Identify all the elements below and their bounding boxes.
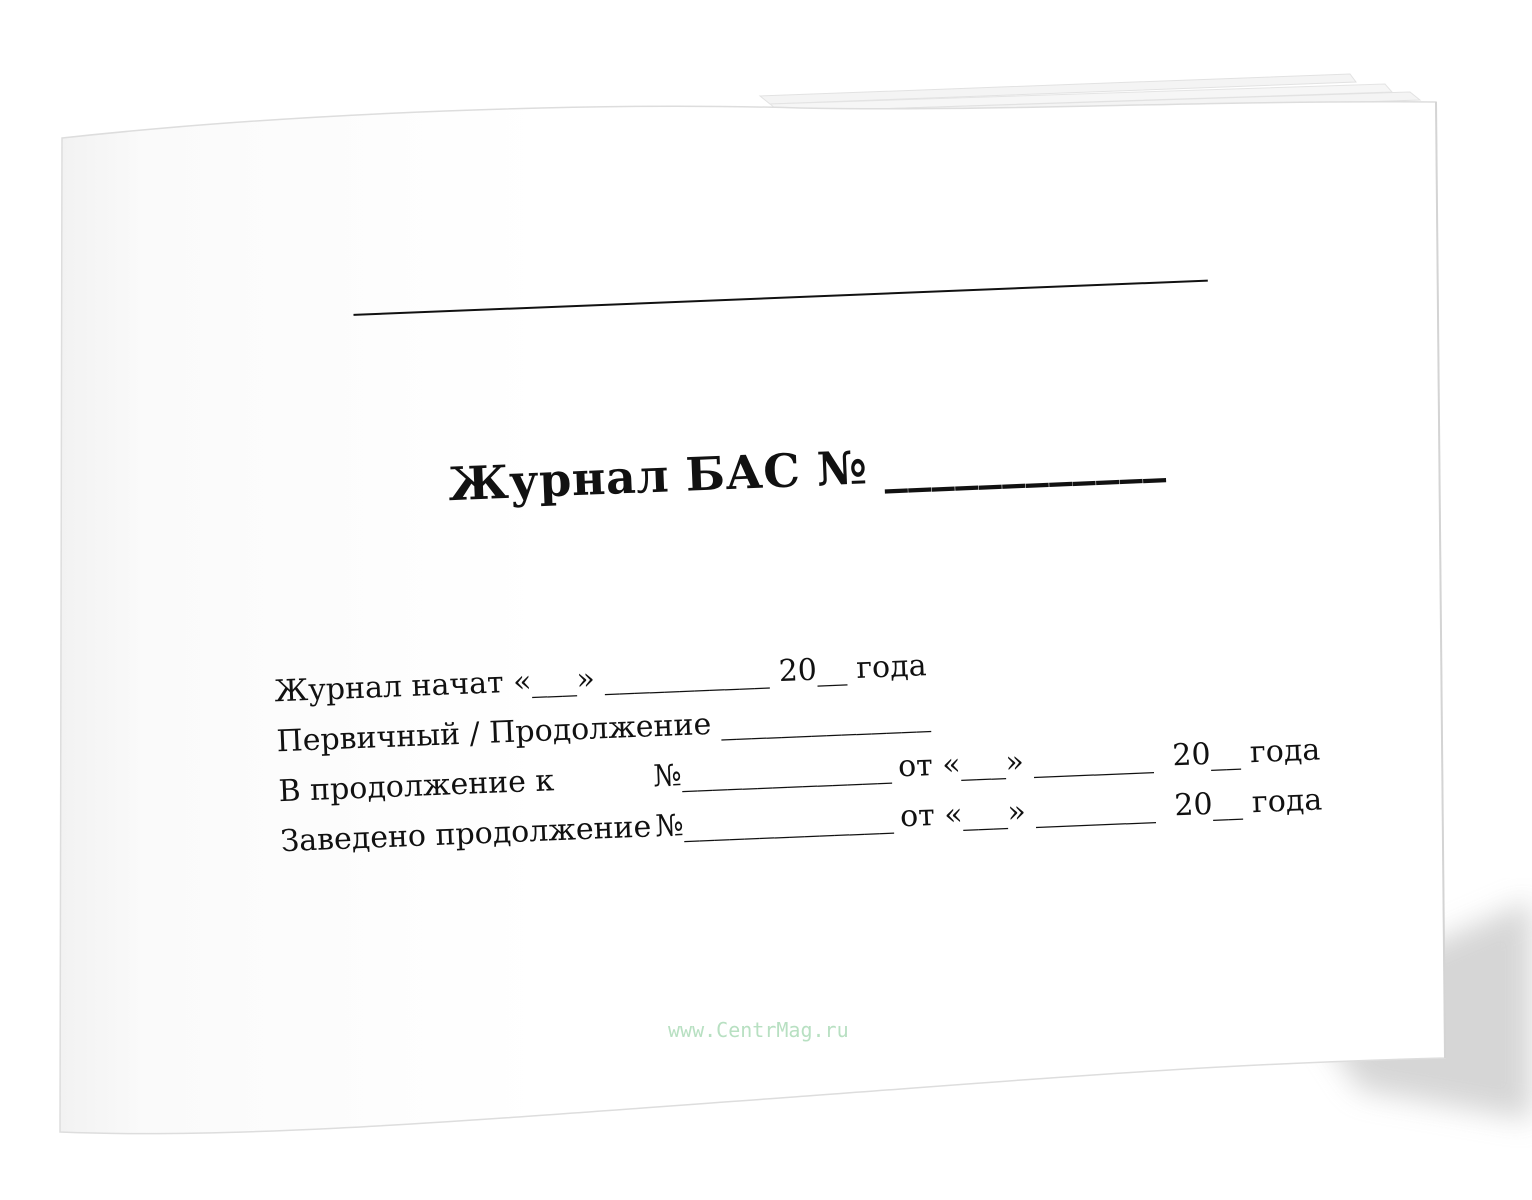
field-continuation-to-number: №______________ xyxy=(652,749,893,795)
field-continuation-started-label: Заведено продолжение xyxy=(279,809,652,860)
field-started-label: Журнал начат «___» ___________ 20__ года xyxy=(273,648,928,710)
title-blank-line xyxy=(353,280,1207,316)
field-continuation-started-number: №______________ xyxy=(654,799,895,845)
journal-fields xyxy=(274,625,1331,867)
field-primary-label: Первичный / Продолжение ______________ xyxy=(275,698,932,760)
field-continuation-started-date: от «___» ________ 20__ года xyxy=(899,782,1323,835)
field-continuation-to-label: В продолжение к xyxy=(277,763,555,810)
cover-content xyxy=(250,187,1344,1089)
journal-title: Журнал БАС № ____________ xyxy=(447,428,1167,512)
field-continuation-to-date: от «___» ________ 20__ года xyxy=(897,732,1321,785)
watermark-text: www.CentrMag.ru xyxy=(668,1018,849,1042)
